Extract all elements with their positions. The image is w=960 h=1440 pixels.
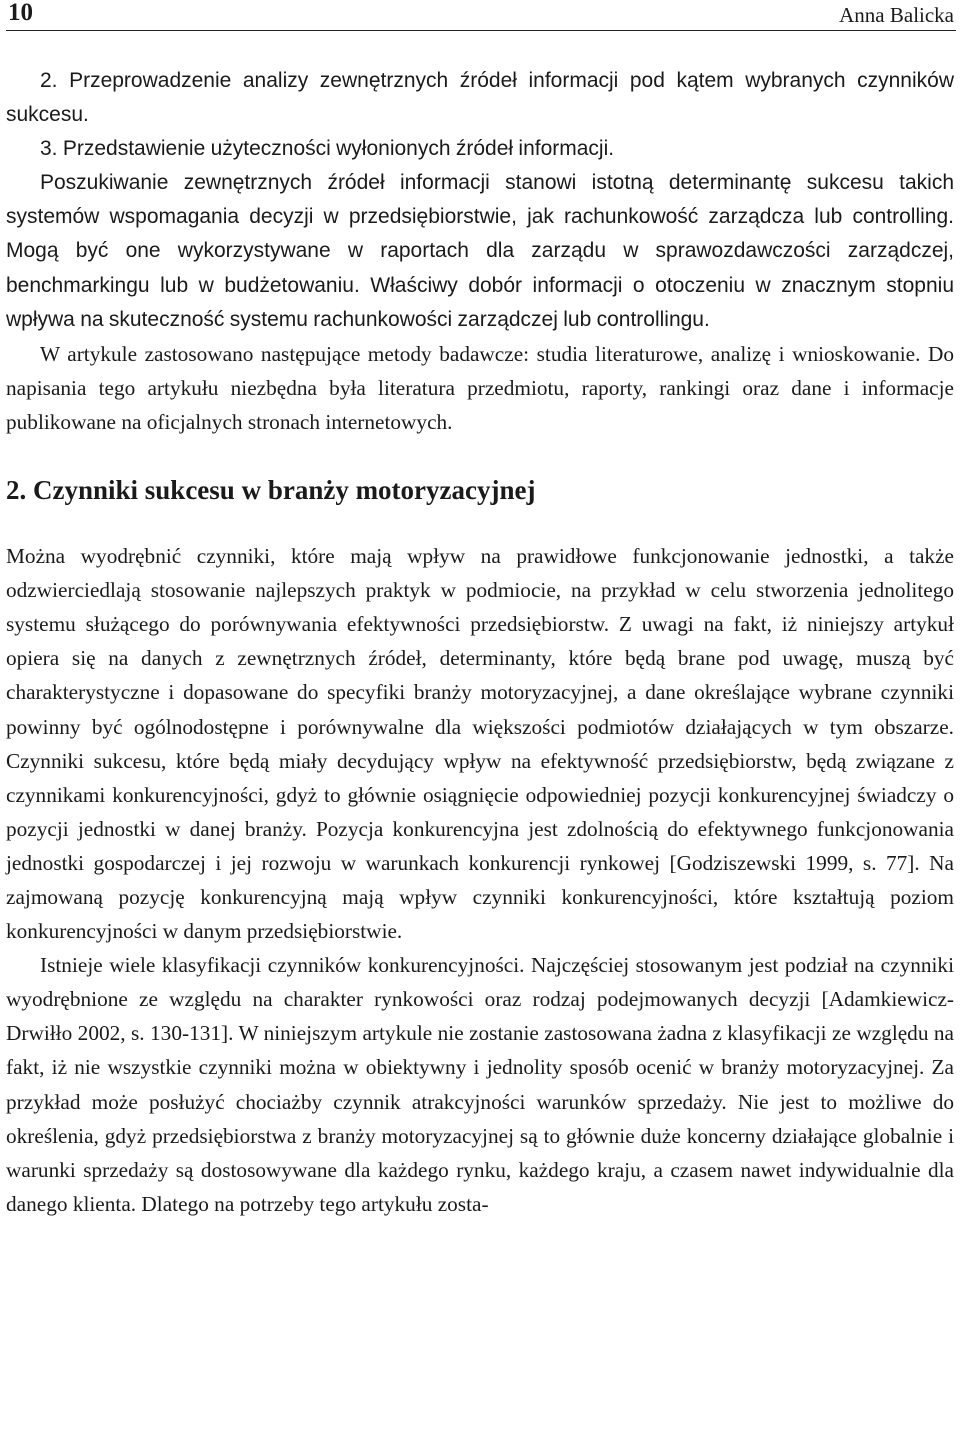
list-item: 2. Przeprowadzenie analizy zewnętrznych źródeł informacji pod kątem wybranych czynników sukcesu. <box>6 69 954 127</box>
paragraph: Istnieje wiele klasyfikacji czynników konkurencyjności. Najczęściej stosowanym jest podział na czynniki wyodrębnione ze względu na charakter rynkowości oraz rodzaj podejmowanych decyzji [Adamkiewicz-Drwiłło 2002, s. 130-131]. W niniejszym artykule nie zostanie zastosowana żadna z klasyfikacji ze względu na fakt, iż nie wszystkie czynniki można w obiektywny i jednolity sposób ocenić w branży motoryzacyjnej. Za przykład może posłużyć chociażby czynnik atrakcyjności warunków sprzedaży. Nie jest to możliwe do określenia, gdyż przedsiębiorstwa z branży motoryzacyjnej są to głównie duże koncerny działające globalnie i warunki sprzedaży są dostosowywane dla każdego rynku, każdego kraju, a czasem nawet indywidualnie dla danego klienta. Dlatego na potrzeby tego artykułu zosta- <box>6 953 954 1216</box>
author-name: Anna Balicka <box>839 3 954 27</box>
body-text <box>6 64 954 1221</box>
page-number: 10 <box>8 0 33 26</box>
running-header <box>6 0 956 31</box>
section-heading: 2. Czynniki sukcesu w branży motoryzacyjnej <box>6 475 536 506</box>
paragraph: Można wyodrębnić czynniki, które mają wpływ na prawidłowe funkcjonowanie jednostki, a także odzwierciedlają stosowanie najlepszych praktyk w podmiocie, na przykład w celu stworzenia jednolitego systemu służącego do porównywania efektywności przedsiębiorstw. Z uwagi na fakt, iż niniejszy artykuł opiera się na danych z zewnętrznych źródeł, determinanty, które będą brane pod uwagę, muszą być charakterystyczne i dopasowane do specyfiki branży motoryzacyjnej, a dane określające wybrane czynniki powinny być ogólnodostępne i porównywalne dla większości podmiotów działających w tym obszarze. Czynniki sukcesu, które będą miały decydujący wpływ na efektywność przedsiębiorstw, będą związane z czynnikami konkurencyjności, gdyż to głównie osiągnięcie odpowiedniej pozycji konkurencyjnej świadczy o pozycji jednostki w danej branży. Pozycja konkurencyjna jest zdolnością do efektywnego funkcjonowania jednostki gospodarczej i jej rozwoju w warunkach konkurencji rynkowej [Godziszewski 1999, s. 77]. Na zajmowaną pozycję konkurencyjną mają wpływ czynniki konkurencyjności, które kształtują poziom konkurencyjności w danym przedsiębiorstwie. <box>6 544 954 944</box>
list-item: 3. Przedstawienie użyteczności wyłonionych źródeł informacji. <box>40 137 615 161</box>
paragraph-methods: W artykule zastosowano następujące metody badawcze: studia literaturowe, analizę i wnioskowanie. Do napisania tego artykułu niezbędna była literatura przedmiotu, raporty, rankingi oraz dane i informacje publikowane na oficjalnych stronach internetowych. <box>6 341 954 434</box>
paragraph-intro: Poszukiwanie zewnętrznych źródeł informacji stanowi istotną determinantę sukcesu takich systemów wspomagania decyzji w przedsiębiorstwie, jak rachunkowość zarządcza lub controlling. Mogą być one wykorzystywane w raportach dla zarządu w sprawozdawczości zarządczej, benchmarkingu lub w budżetowaniu. Właściwy dobór informacji o otoczeniu w znacznym stopniu wpływa na skuteczność systemu rachunkowości zarządczej lub controllingu. <box>6 171 954 331</box>
